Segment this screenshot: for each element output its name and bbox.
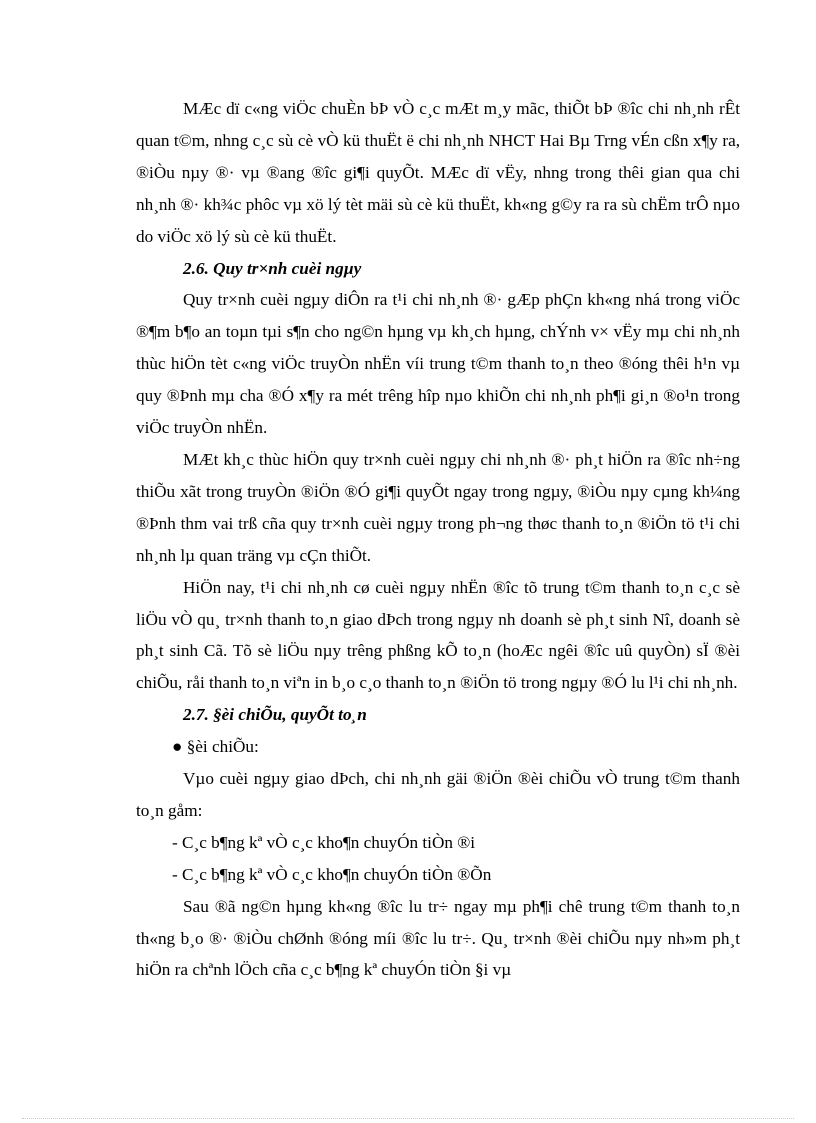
section-heading: 2.6. Quy tr×nh cuèi ngµy: [183, 258, 362, 278]
list-item-text: C¸c b¶ng kª vÒ c¸c kho¶n chuyÓn tiÒn ®i: [182, 832, 476, 852]
page-bottom-divider: [22, 1118, 794, 1119]
list-item: [136, 859, 740, 891]
paragraph: Sau ®ã ng©n hµng kh«ng ®îc lu tr÷ ngay mµ ph¶i chê trung t©m thanh to¸n th«ng b¸o ®· ®iÒu chØnh ®óng míi ®îc lu tr÷. Qu¸ tr×nh ®èi chiÕu nµy nh»m ph¸t hiÖn ra chªnh lÖch cña c¸c b¶ng kª chuyÓn tiÒn §i vµ: [136, 896, 740, 980]
dash-marker: -: [172, 864, 178, 884]
paragraph: MÆt kh¸c thùc hiÖn quy tr×nh cuèi ngµy chi nh¸nh ®· ph¸t hiÖn ra ®îc nh÷ng thiÕu xãt trong truyÒn ®iÖn ®Ó gi¶i quyÕt ngay trong ngµy, ®iÒu nµy cµng kh¼ng ®Þnh thm vai trß cña quy tr×nh cuèi ngµy trong ph¬ng thøc thanh to¸n ®iÖn tö t¹i chi nh¸nh lµ quan träng vµ cÇn thiÕt.: [136, 449, 740, 565]
list-item: [136, 731, 740, 763]
paragraph: HiÖn nay, t¹i chi nh¸nh cø cuèi ngµy nhËn ®îc tõ trung t©m thanh to¸n c¸c sè liÖu vÒ qu¸ tr×nh thanh to¸n giao dÞch trong ngµy nh doanh sè ph¸t sinh Nî, doanh sè ph¸t sinh Cã. Tõ sè liÖu nµy trêng phßng kÕ to¸n (hoÆc ngêi ®îc uû quyÒn) sÏ ®èi chiÕu, råi thanh to¸n viªn in b¸o c¸o thanh to¸n ®iÖn tö trong ngµy ®Ó lu l¹i chi nh¸nh.: [136, 577, 740, 693]
list-item: [136, 827, 740, 859]
paragraph: Vµo cuèi ngµy giao dÞch, chi nh¸nh gäi ®iÖn ®èi chiÕu vÒ trung t©m thanh to¸n gåm:: [136, 769, 740, 820]
paragraph: MÆc dï c«ng viÖc chuÈn bÞ vÒ c¸c mÆt m¸y mãc, thiÕt bÞ ®îc chi nh¸nh rÊt quan t©m, nhng c¸c sù cè vÒ kü thuËt ë chi nh¸nh NHCT Hai Bµ Trng vÉn cßn x¶y ra, ®iÒu nµy ®· vµ ®ang ®îc gi¶i quyÕt. MÆc dï vËy, nhng trong thêi gian qua chi nh¸nh ®· kh¾c phôc vµ xö lý tèt mäi sù cè kü thuËt, kh«ng g©y ra ra sù chËm trÔ nµo do viÖc xö lý sù cè kü thuËt.: [136, 99, 740, 246]
list-item-text: C¸c b¶ng kª vÒ c¸c kho¶n chuyÓn tiÒn ®Õn: [182, 864, 492, 884]
paragraph: Quy tr×nh cuèi ngµy diÔn ra t¹i chi nh¸nh ®· gÆp phÇn kh«ng nhá trong viÖc ®¶m b¶o an toµn tµi s¶n cho ng©n hµng vµ kh¸ch hµng, chÝnh v× vËy mµ chi nh¸nh thùc hiÖn tèt c«ng viÖc truyÒn nhËn víi trung t©m thanh to¸n theo ®óng thêi h¹n vµ quy ®Þnh mµ cha ®Ó x¶y ra mét trêng hîp nµo khiÕn chi nh¸nh ph¶i gi¸n ®o¹n trong viÖc truyÒn nhËn.: [136, 290, 740, 438]
list-item-text: §èi chiÕu:: [186, 737, 259, 757]
dash-marker: -: [172, 832, 178, 852]
bullet-icon: ●: [172, 737, 183, 757]
section-heading: 2.7. §èi chiÕu, quyÕt to¸n: [183, 705, 367, 725]
document-body: [136, 93, 740, 986]
